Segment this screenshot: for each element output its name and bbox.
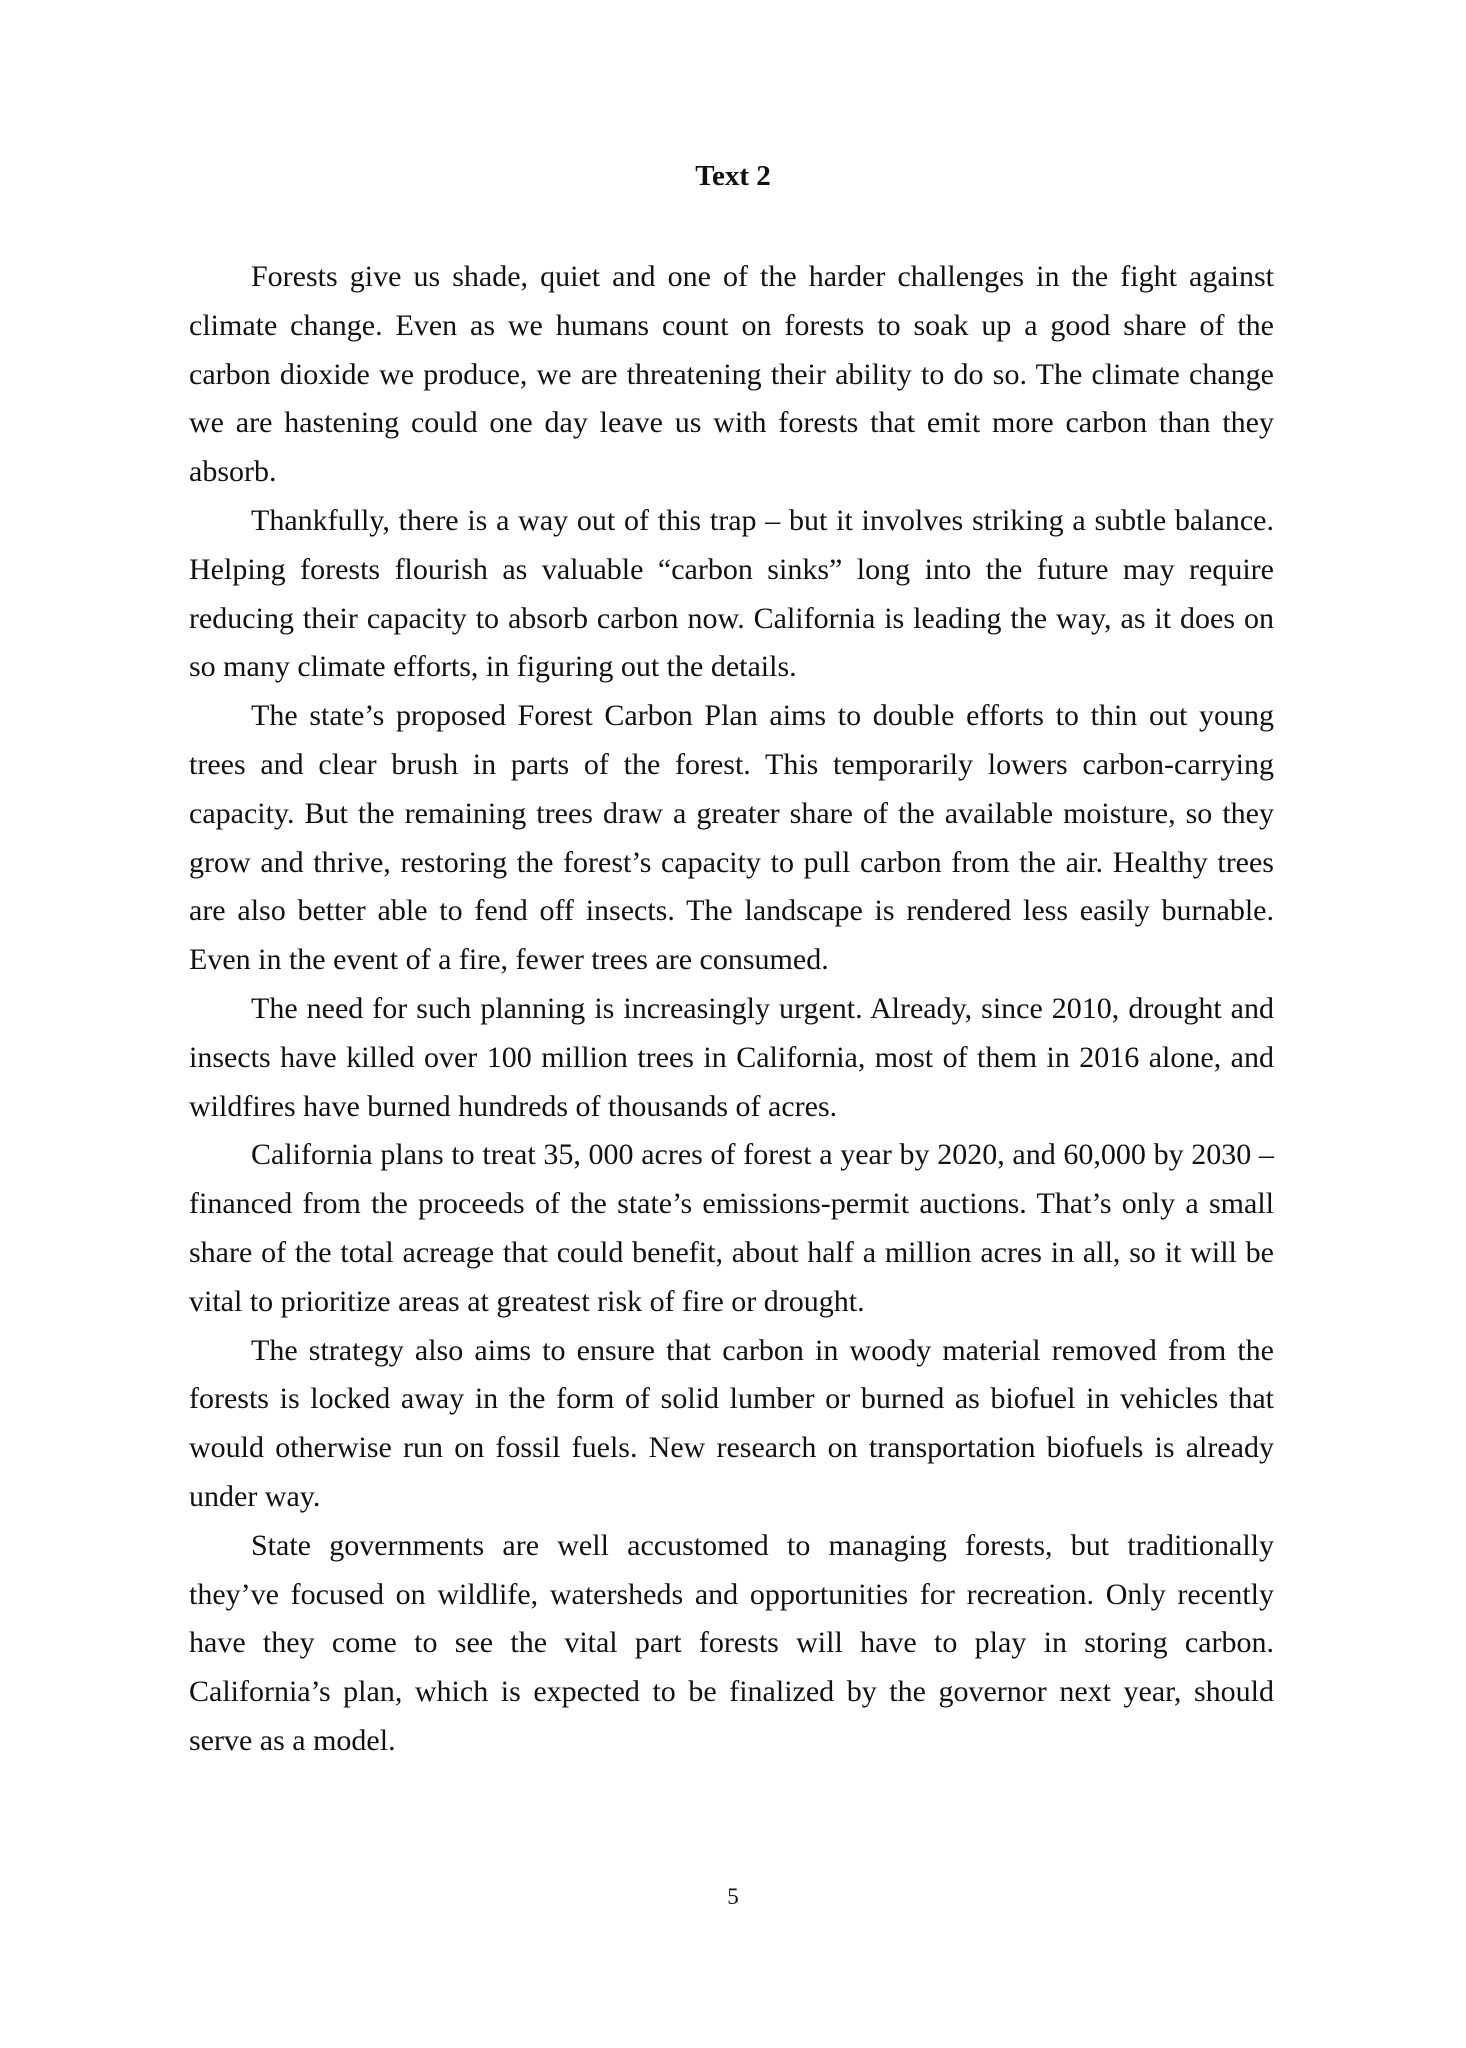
body-text — [189, 253, 1274, 1766]
paragraph: The need for such planning is increasingly urgent. Already, since 2010, drought and insects have killed over 100 million trees in California, most of them in 2016 alone, and wildfires have burned hundreds of thousands of acres. — [189, 991, 1274, 1123]
page-number: 5 — [727, 1884, 739, 1909]
paragraph: Thankfully, there is a way out of this trap – but it involves striking a subtle balance. Helping forests flourish as valuable “carbon sinks” long into the future may require reducing their capacity to absorb carbon now. California is leading the way, as it does on so many climate efforts, in figuring out the details. — [189, 503, 1274, 684]
paragraph: California plans to treat 35, 000 acres of forest a year by 2020, and 60,000 by 2030 – financed from the proceeds of the state’s emissions-permit auctions. That’s only a small share of the total acreage that could benefit, about half a million acres in all, so it will be vital to prioritize areas at greatest risk of fire or drought. — [189, 1138, 1274, 1318]
paragraph: State governments are well accustomed to managing forests, but traditionally they’ve focused on wildlife, watersheds and opportunities for recreation. Only recently have they come to see the vital part forests will have to play in storing carbon. California’s plan, which is expected to be finalized by the governor next year, should serve as a model. — [189, 1528, 1274, 1757]
paragraph: The state’s proposed Forest Carbon Plan aims to double efforts to thin out young trees and clear brush in parts of the forest. This temporarily lowers carbon-carrying capacity. But the remaining trees draw a greater share of the available moisture, so they grow and thrive, restoring the forest’s capacity to pull carbon from the air. Healthy trees are also better able to fend off insects. The landscape is rendered less easily burnable. Even in the event of a fire, fewer trees are consumed. — [189, 699, 1274, 977]
page-title: Text 2 — [695, 160, 771, 192]
paragraph: Forests give us shade, quiet and one of the harder challenges in the fight against climate change. Even as we humans count on forests to soak up a good share of the carbon dioxide we produce, we are threatening their ability to do so. The climate change we are hastening could one day leave us with forests that emit more carbon than they absorb. — [189, 260, 1274, 489]
paragraph: The strategy also aims to ensure that carbon in woody material removed from the forests is locked away in the form of solid lumber or burned as biofuel in vehicles that would otherwise run on fossil fuels. New research on transportation biofuels is already under way. — [189, 1333, 1274, 1513]
